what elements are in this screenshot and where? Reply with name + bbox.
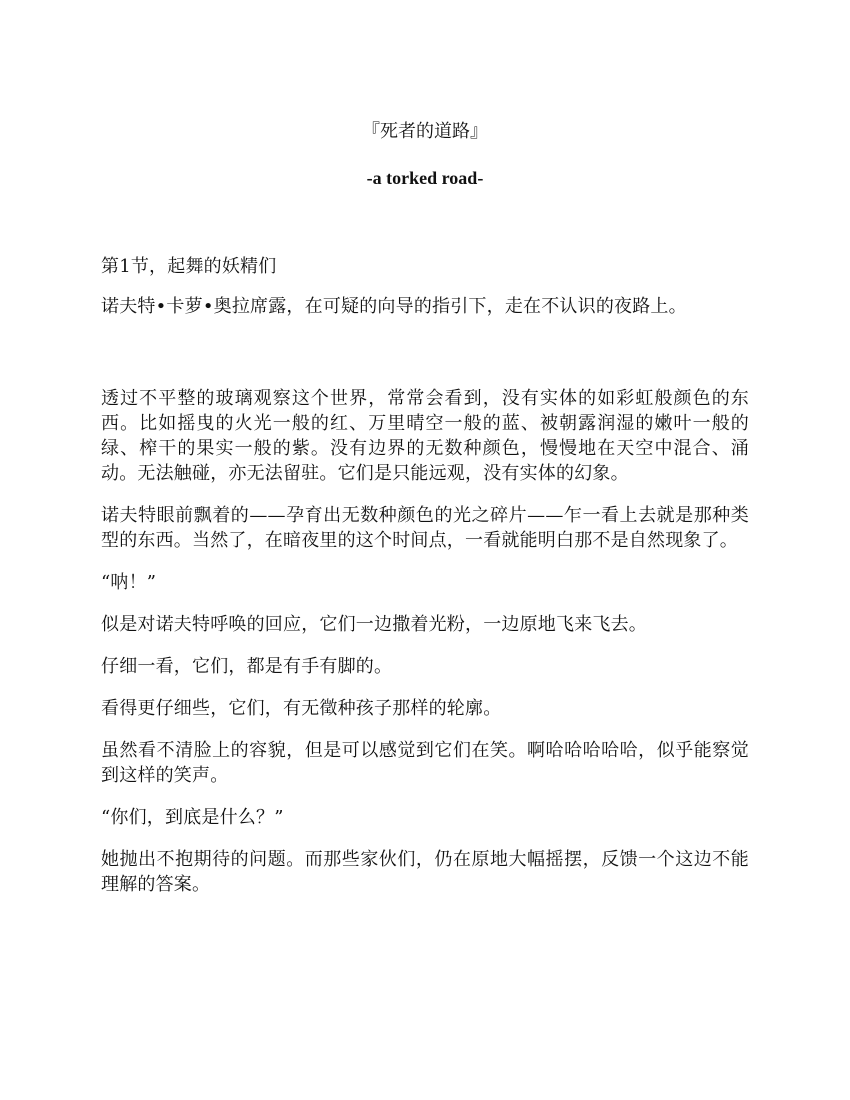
paragraph: 诺夫特•卡萝•奥拉席露，在可疑的向导的指引下，走在不认识的夜路上。 <box>101 296 687 317</box>
paragraph: “呐！” <box>101 572 157 593</box>
paragraph: 似是对诺夫特呼唤的回应，它们一边撒着光粉，一边原地飞来飞去。 <box>101 614 647 635</box>
paragraph: 诺夫特眼前飘着的——孕育出无数种颜色的光之碎片——乍一看上去就是那种类型的东西。当然了，在暗夜里的这个时间点，一看就能明白那不是自然现象了。 <box>101 505 749 551</box>
paragraph: 她抛出不抱期待的问题。而那些家伙们，仍在原地大幅摇摆，反馈一个这边不能理解的答案。 <box>101 849 749 895</box>
paragraph: 透过不平整的玻璃观察这个世界，常常会看到，没有实体的如彩虹般颜色的东西。比如摇曳的火光一般的红、万里晴空一般的蓝、被朝露润湿的嫩叶一般的绿、榨干的果实一般的紫。没有边界的无数种颜色，慢慢地在天空中混合、涌动。无法触碰，亦无法留驻。它们是只能远观，没有实体的幻象。 <box>101 388 749 484</box>
paragraph: 仔细一看，它们，都是有手有脚的。 <box>101 656 393 677</box>
document-title: 『死者的道路』 <box>362 121 488 142</box>
paragraph: “你们，到底是什么？” <box>101 807 284 828</box>
paragraph: 虽然看不清脸上的容貌，但是可以感觉到它们在笑。啊哈哈哈哈哈，似乎能察觉到这样的笑声。 <box>101 740 749 786</box>
paragraph: 看得更仔细些，它们，有无徵种孩子那样的轮廓。 <box>101 698 502 719</box>
document-body <box>101 254 749 914</box>
document-subtitle: -a torked road- <box>366 168 484 188</box>
chapter-heading: 第1节，起舞的妖精们 <box>101 256 277 277</box>
